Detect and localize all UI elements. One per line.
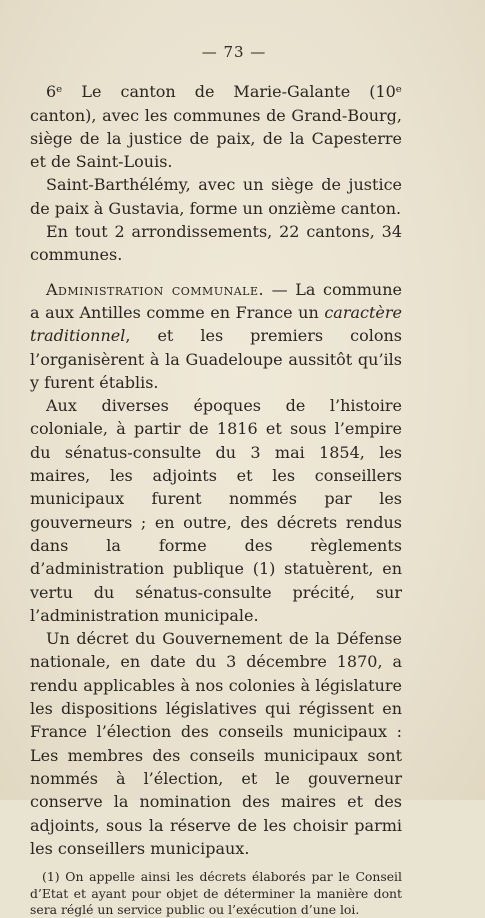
section-intro-text-2: , et les premiers colons l’organisèrent à la Guadeloupe aussitôt qu’ils y furent établis. [30,326,402,392]
paragraph-history: Aux diverses époques de l’histoire coloniale, à partir de 1816 et sous l’empire du sénatus-consulte du 3 mai 1854, les maires, les adjoints et les conseillers municipaux furent nommés par les gouverneurs ; en outre, des décrets rendus dans la forme des règlements d’administration publique (1) statuèrent, en vertu du sénatus-consulte précité, sur l’administration municipale. [30,396,402,625]
page-number: — 73 — [201,43,267,61]
paragraph-canton-marie-galante: 6ᵉ Le canton de Marie-Galante (10ᵉ canton), avec les communes de Grand-Bourg, siège de la justice de paix, de la Capesterre et de Saint-Louis. [30,82,402,172]
paragraph-decree-1870: Un décret du Gouvernement de la Défense nationale, en date du 3 décembre 1870, a rendu applicables à nos colonies à législature les dispositions législatives qui régissent en France l’élection des conseils municipaux : Les membres des conseils municipaux sont nommés à l’élection, et le gouverneur conserve la nomination des maires et des adjoints, sous la réserve de les choisir parmi les conseillers municipaux. [30,629,402,858]
paragraph-administration-communale [30,278,402,394]
page-content [30,41,402,918]
section-heading: Administration communale. [46,279,265,299]
footnote-text: (1) On appelle ainsi les décrets élaborés par le Conseil d’Etat et ayant pour objet de déterminer la manière dont sera réglé un service public ou l’exécution d’une loi. [30,869,402,917]
footnote [30,869,402,918]
paragraph-saint-barthelemy: Saint-Barthélémy, avec un siège de justice de paix à Gustavia, forme un onzième canton. [30,175,402,218]
section-intro-emphasis: caractère traditionnel [30,302,402,346]
section-intro-text-1: — La commune a aux Antilles comme en France un [30,279,402,322]
paragraph-totals: En tout 2 arrondissements, 22 cantons, 34 communes. [30,222,402,265]
